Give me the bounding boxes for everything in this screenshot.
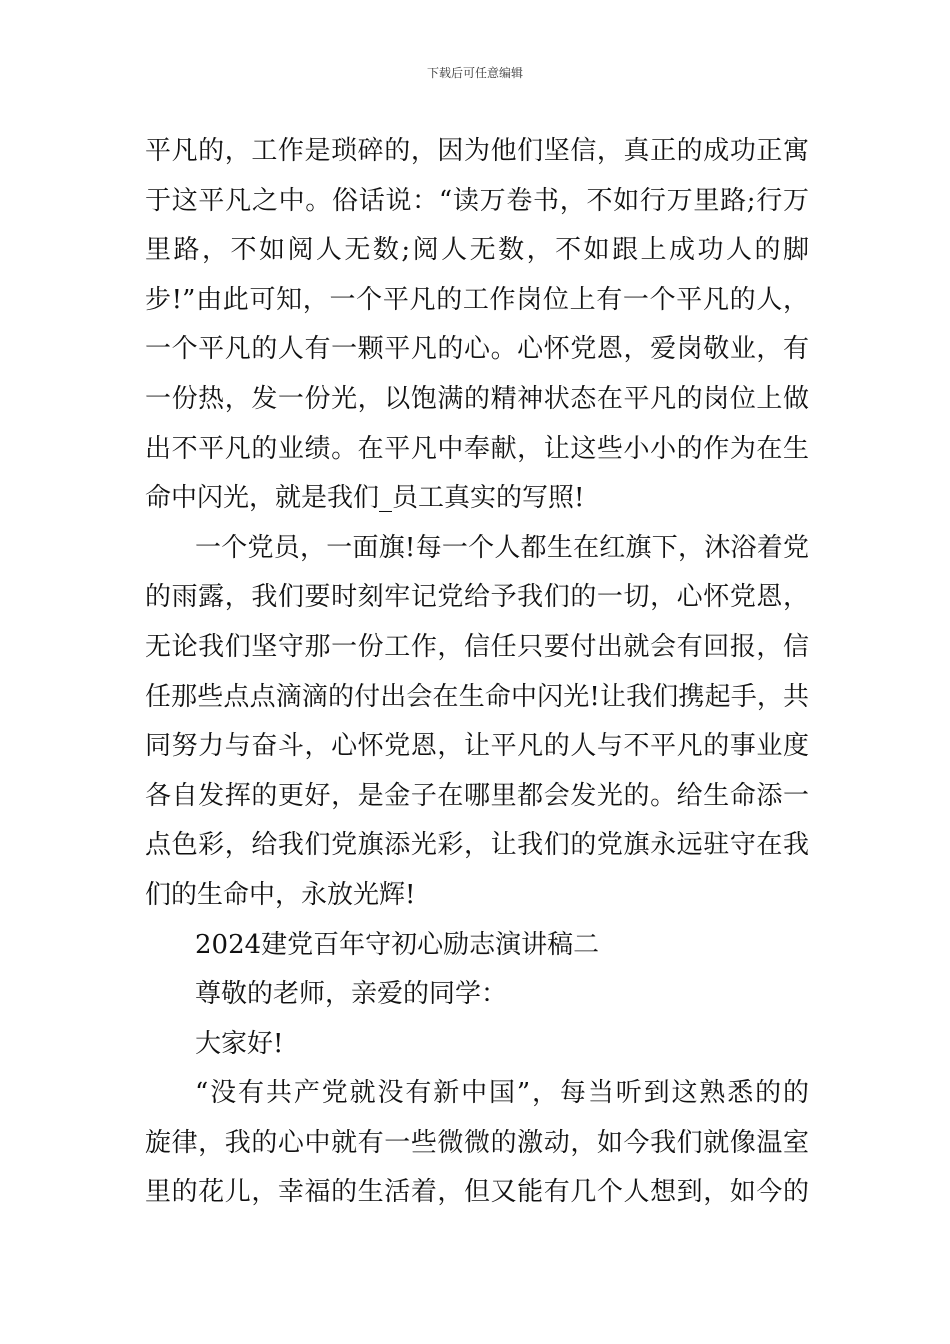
text-line: 平凡的，工作是琐碎的，因为他们坚信，真正的成功正寓 (145, 136, 809, 166)
text-line: 旋律，我的心中就有一些微微的激动，如今我们就像温室 (145, 1127, 809, 1158)
text-line: 一份热，发一份光，以饱满的精神状态在平凡的岗位上做 (145, 383, 809, 414)
text-line: 无论我们坚守那一份工作，信任只要付出就会有回报，信 (145, 631, 809, 662)
text-line: 一个平凡的人有一颗平凡的心。心怀党恩，爱岗敬业，有 (145, 334, 809, 365)
text-line: 出不平凡的业绩。在平凡中奉献，让这些小小的作为在生 (145, 433, 809, 464)
text-line: 任那些点点滴滴的付出会在生命中闪光!让我们携起手，共 (145, 681, 809, 712)
text-line: 同努力与奋斗，心怀党恩，让平凡的人与不平凡的事业度 (145, 731, 809, 762)
text-line: 们的生命中，永放光辉! (145, 879, 416, 910)
text-line: 各自发挥的更好，是金子在哪里都会发光的。给生命添一 (145, 780, 809, 811)
text-line: 命中闪光，就是我们_员工真实的写照! (145, 483, 585, 514)
text-line: 里的花儿，幸福的生活着，但又能有几个人想到，如今的 (145, 1177, 809, 1208)
paragraph-first-line: “没有共产党就没有新中国”，每当听到这熟悉的的 (195, 1078, 809, 1109)
text-line: 步!”由此可知，一个平凡的工作岗位上有一个平凡的人， (145, 284, 809, 315)
salutation: 尊敬的老师，亲爱的同学： (195, 979, 508, 1010)
page-header: 下载后可任意编辑 (426, 66, 523, 80)
text-line: 的雨露，我们要时刻牢记党给予我们的一切，心怀党恩， (145, 582, 809, 613)
section-heading: 2024建党百年守初心励志演讲稿二 (195, 929, 600, 960)
paragraph-first-line: 一个党员，一面旗!每一个人都生在红旗下，沐浴着党 (195, 532, 809, 563)
document-body (145, 127, 809, 1218)
text-line: 于这平凡之中。俗话说：“读万卷书，不如行万里路;行万 (145, 185, 809, 216)
text-line: 点色彩，给我们党旗添光彩，让我们的党旗永远驻守在我 (145, 830, 809, 861)
greeting: 大家好! (195, 1028, 284, 1059)
text-line: 里路，不如阅人无数;阅人无数，不如跟上成功人的脚 (145, 235, 809, 266)
